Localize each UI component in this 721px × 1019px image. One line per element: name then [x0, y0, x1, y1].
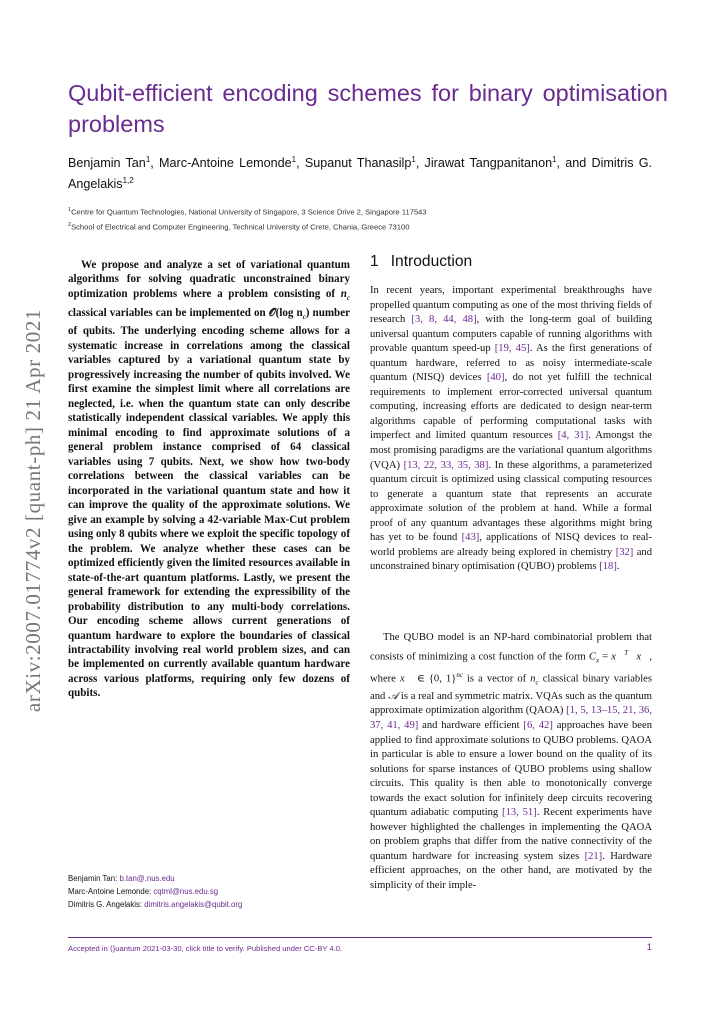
math-symbol: x⃗	[399, 673, 413, 685]
affiliation-mark: 1	[291, 155, 297, 164]
footer-rule	[68, 937, 652, 938]
text-run: . As the first generations of quantum hardware, referred to as noisy intermediate-scale quantum (NISQ) devices	[370, 343, 652, 384]
math-symbol: C	[588, 651, 596, 663]
citation-link[interactable]: [32]	[615, 546, 634, 558]
affiliation-mark: 1	[411, 155, 416, 164]
citation-link[interactable]: [40]	[486, 372, 505, 384]
citation-link[interactable]: [43]	[461, 532, 480, 544]
text-run: . Hardware efficient approaches, on the other hand, are motivated by the simplicity of their imple-	[370, 850, 652, 892]
text-run: =	[599, 651, 612, 663]
citation-link[interactable]: [4, 31]	[557, 430, 589, 442]
affiliation-2: $^2$School of Electrical and Computer Engineering, Technical University of Crete, Chania, Greece 73100	[68, 222, 410, 232]
text-run: The QUBO model is an NP-hard combinatorial problem that consists of minimizing a cost function of the form	[370, 632, 652, 663]
text-run: is a real and symmetric matrix. VQAs such as the quantum approximate optimization algorithm (QAOA)	[370, 690, 652, 717]
author-list: Benjamin Tan$^1$, Marc-Antoine Lemonde$^1$, Supanut Thanasilp$^1$, Jirawat Tangpanitanon$^1$, and Dimitris G. Angelakis$^{1,2}$	[68, 155, 653, 192]
text-run: and hardware efficient	[418, 720, 524, 732]
text-run: , do not yet fulfill the technical requirements to implement error-corrected universal quantum computing, increasing efforts are dedicated to design near-term algorithms capable of performing computational tasks with imperfect and limited quantum resources	[370, 372, 652, 442]
text-run: and unconstrained binary optimisation (QUBO) problems	[370, 546, 652, 573]
email-link[interactable]: cqtml@nus.edu.sg	[153, 887, 219, 896]
text-run: classical binary variables and	[370, 673, 652, 702]
email-link[interactable]: b.tan@.nus.edu	[119, 874, 175, 883]
section-heading: 1 Introduction	[370, 253, 473, 270]
math-symbol: 𝒜x⃗	[628, 651, 650, 663]
author-name: Supanut Thanasilp	[304, 156, 412, 171]
math-superscript: T	[624, 648, 629, 657]
citation-link[interactable]: [21]	[584, 850, 603, 862]
author-name: Jirawat Tangpanitanon	[424, 156, 553, 171]
citation-link[interactable]: [18]	[599, 561, 617, 573]
text-run: In recent years, important experimental breakthroughs have propelled quantum computing as one of the most thriving fields of research	[370, 285, 652, 326]
arxiv-stamp: arXiv:2007.01774v2 [quant-ph] 21 Apr 2021	[21, 308, 46, 712]
math-subscript: x	[595, 656, 600, 665]
paper-title[interactable]: Qubit-efficient encoding schemes for binary optimisation problems	[68, 80, 668, 137]
math-symbol: x⃗	[611, 651, 625, 663]
affiliation-mark: 1	[145, 155, 151, 164]
page-number: 1	[646, 942, 652, 953]
author-name: Benjamin Tan	[68, 156, 146, 171]
author-emails	[68, 872, 350, 911]
affiliation-1: $^1$Centre for Quantum Technologies, National University of Singapore, 3 Science Drive 2, Singapore 117543	[68, 207, 427, 217]
footer-text[interactable]: Accepted in ⟨}uantum 2021-03-30, click title to verify. Published under CC-BY 4.0.	[68, 944, 343, 953]
email-link[interactable]: dimitris.angelakis@qubit.org	[144, 900, 243, 909]
text-run: ∈ {0, 1}	[412, 673, 457, 685]
text-run: . In these algorithms, a parameterized quantum circuit is optimized using classical computing resources to generate a quantum state that represents an accurate approximate solution of the problem at hand. While a formal proof of any quantum advantages these algorithms might bring has yet to be found	[370, 459, 653, 544]
affiliation-mark: 1,2	[122, 176, 134, 186]
email-line: Benjamin Tan: b.tan@.nus.edu	[68, 874, 175, 883]
text-run: .	[616, 561, 620, 573]
intro-paragraph-1	[370, 284, 652, 575]
text-run: . Recent experiments have however highlighted the challenges in implementing the QAOA on problem graphs that differ from the native connectivity of the quantum hardware for increasing system sizes	[370, 807, 652, 862]
math-subscript: c	[535, 678, 539, 687]
text-run: is a vector of	[462, 673, 531, 685]
author-name: Dimitris G. Angelakis	[68, 156, 653, 192]
text-run: approaches have been applied to find approximate solutions to QUBO problems. QAOA in particular is able to ensure a lower bound on the quality of its solutions for sparse instances of QUBO problems using shallow circuits. This quality is then able to monotonically converge towards the exact solution for infinitely deep circuits recovering quantum adiabatic computing	[370, 720, 652, 819]
affiliation-mark: 1	[552, 155, 557, 164]
email-line: Dimitris G. Angelakis: dimitris.angelakis@qubit.org	[68, 900, 243, 909]
text-run: , where	[370, 651, 652, 685]
text-run: , with the long-term goal of building universal quantum computers capable of running algorithms with provable quantum speed-up	[370, 314, 652, 355]
math-symbol: n	[530, 673, 536, 685]
citation-link[interactable]: [13, 22, 33, 35, 38]	[403, 459, 489, 471]
author-name: Marc-Antoine Lemonde	[159, 156, 292, 171]
abstract: We propose and analyze a set of variational quantum algorithms for solving quadratic unconstrained binary optimization problems where a problem consisting of $n_c$ classical variables can be implemented on 𝒪(log $n_c$) number of qubits. The underlying encoding scheme allows for a systematic increase in correlations among the classical variables captured by a variational quantum state by progressively increasing the number of qubits involved. We first examine the simplest limit where all correlations are neglected, i.e. when the quantum state can only describe statistically independent classical variables. We apply this minimal encoding to find approximate solutions of a general problem instance comprised of 64 classical variables using 7 qubits. Next, we show how two-body correlations between the classical variables can be incorporated in the variational quantum state and how it can improve the quality of the approximate solutions. We give an example by solving a 42-variable Max-Cut problem using only 8 qubits where we exploit the specific topology of the problem. We analyze whether these cases can be optimized efficiently given the limited resources available in state-of-the-art quantum platforms. Lastly, we present the general framework for extending the expressibility of the probability distribution to any multi-body correlations. Our encoding scheme allows current generations of quantum hardware to explore the boundaries of classical intractability involving real world problem sizes, and can be implemented on currently available quantum hardware across various platforms, requiring only few dozens of qubits.	[68, 259, 350, 700]
intro-paragraph-2	[370, 631, 652, 894]
text-run: , applications of NISQ devices to real-world problems are already being explored in chemistry	[370, 532, 652, 558]
citation-link[interactable]: [3, 8, 44, 48]	[411, 314, 477, 326]
math-symbol: 𝒜	[388, 690, 399, 702]
email-line: Marc-Antoine Lemonde: cqtml@nus.edu.sg	[68, 887, 219, 896]
citation-link[interactable]: [6, 42]	[523, 720, 553, 732]
math-superscript: nc	[456, 670, 463, 679]
citation-link[interactable]: [1, 5, 13–15, 21, 36, 37, 41, 49]	[370, 705, 652, 732]
citation-link[interactable]: [13, 51]	[502, 807, 537, 819]
citation-link[interactable]: [19, 45]	[494, 343, 530, 355]
text-run: . Amongst the most promising paradigms are the variational quantum algorithms (VQA)	[370, 430, 652, 471]
